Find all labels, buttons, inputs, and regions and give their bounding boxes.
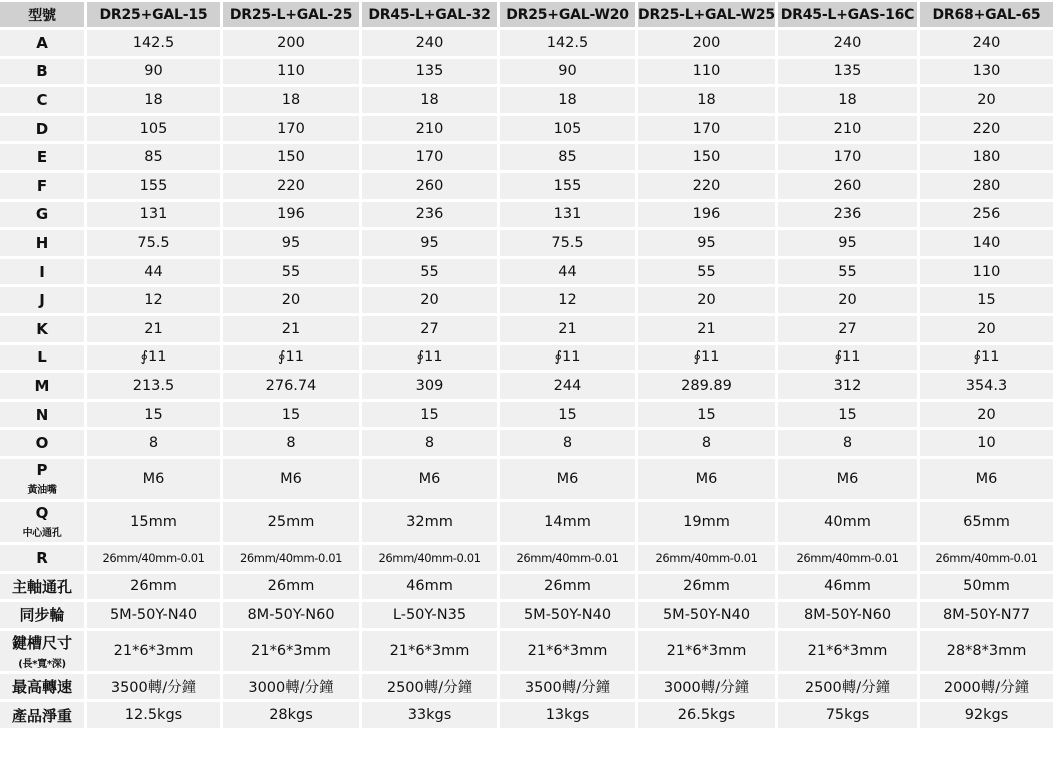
row-label-text: J xyxy=(39,291,45,310)
table-cell: L-50Y-N35 xyxy=(362,602,497,628)
table-cell: 55 xyxy=(778,259,917,285)
table-row xyxy=(0,545,1053,571)
table-cell: 312 xyxy=(778,373,917,399)
table-cell: 8 xyxy=(778,430,917,456)
table-row xyxy=(0,459,1053,499)
table-cell: 2500轉/分鐘 xyxy=(778,674,917,700)
table-cell: 44 xyxy=(500,259,635,285)
row-label xyxy=(0,316,84,342)
table-cell: 8M-50Y-N77 xyxy=(920,602,1053,628)
table-cell: 170 xyxy=(362,144,497,170)
table-cell: 142.5 xyxy=(500,30,635,56)
row-label xyxy=(0,59,84,85)
table-cell: 180 xyxy=(920,144,1053,170)
table-cell: 20 xyxy=(223,287,359,313)
table-cell: 21*6*3mm xyxy=(500,631,635,671)
table-row xyxy=(0,430,1053,456)
table-cell: 26mm/40mm-0.01 xyxy=(920,545,1053,571)
table-cell: 110 xyxy=(920,259,1053,285)
table-cell: 240 xyxy=(362,30,497,56)
model-header: DR25-L+GAL-W25 xyxy=(638,2,775,27)
table-cell: 18 xyxy=(638,87,775,113)
table-cell: 90 xyxy=(87,59,220,85)
table-cell: 354.3 xyxy=(920,373,1053,399)
table-cell: 8M-50Y-N60 xyxy=(778,602,917,628)
table-cell: 15 xyxy=(362,402,497,428)
table-cell: 244 xyxy=(500,373,635,399)
table-cell: 85 xyxy=(500,144,635,170)
table-cell: 14mm xyxy=(500,502,635,542)
table-cell: 105 xyxy=(500,116,635,142)
table-cell: 12.5kgs xyxy=(87,702,220,728)
table-row xyxy=(0,502,1053,542)
table-cell: 75.5 xyxy=(500,230,635,256)
table-cell: 170 xyxy=(778,144,917,170)
row-label-text: F xyxy=(36,176,48,195)
table-cell: M6 xyxy=(638,459,775,499)
table-row xyxy=(0,674,1053,700)
model-header: DR45-L+GAS-16C xyxy=(778,2,917,27)
table-row xyxy=(0,316,1053,342)
row-label xyxy=(0,202,84,228)
table-cell: 200 xyxy=(638,30,775,56)
spec-body xyxy=(0,30,1053,728)
table-cell: 220 xyxy=(223,173,359,199)
table-cell: 5M-50Y-N40 xyxy=(638,602,775,628)
table-cell: M6 xyxy=(223,459,359,499)
table-cell: 15 xyxy=(778,402,917,428)
table-cell: 25mm xyxy=(223,502,359,542)
table-cell: M6 xyxy=(778,459,917,499)
table-cell: 15 xyxy=(223,402,359,428)
table-cell: 8M-50Y-N60 xyxy=(223,602,359,628)
table-cell: 21*6*3mm xyxy=(362,631,497,671)
table-cell: M6 xyxy=(500,459,635,499)
table-row xyxy=(0,59,1053,85)
table-cell: 15 xyxy=(500,402,635,428)
table-cell: 196 xyxy=(638,202,775,228)
table-cell: 20 xyxy=(778,287,917,313)
table-cell: 95 xyxy=(223,230,359,256)
table-cell: 8 xyxy=(223,430,359,456)
table-cell: 8 xyxy=(87,430,220,456)
table-cell: 26mm/40mm-0.01 xyxy=(362,545,497,571)
table-cell: 8 xyxy=(500,430,635,456)
table-cell: 5M-50Y-N40 xyxy=(87,602,220,628)
row-label xyxy=(0,574,84,600)
model-header: DR25+GAL-W20 xyxy=(500,2,635,27)
table-cell: 46mm xyxy=(362,574,497,600)
row-label-text: D xyxy=(35,119,49,138)
table-row xyxy=(0,116,1053,142)
table-cell: 19mm xyxy=(638,502,775,542)
header-row xyxy=(0,2,1053,27)
table-cell: ∮11 xyxy=(920,345,1053,371)
table-row xyxy=(0,173,1053,199)
row-label-text: G xyxy=(35,205,49,224)
row-label-text: B xyxy=(36,62,48,81)
row-label-text: 同步輪 xyxy=(19,606,65,625)
corner-header: 型號 xyxy=(0,2,84,27)
row-label xyxy=(0,602,84,628)
table-cell: 210 xyxy=(362,116,497,142)
row-label xyxy=(0,459,84,499)
table-cell: 309 xyxy=(362,373,497,399)
row-label-text: O xyxy=(35,434,49,453)
table-row xyxy=(0,702,1053,728)
table-cell: 95 xyxy=(362,230,497,256)
row-label xyxy=(0,87,84,113)
table-cell: 21*6*3mm xyxy=(638,631,775,671)
table-cell: 33kgs xyxy=(362,702,497,728)
table-cell: 75.5 xyxy=(87,230,220,256)
table-cell: 26mm/40mm-0.01 xyxy=(87,545,220,571)
table-cell: 21*6*3mm xyxy=(223,631,359,671)
table-cell: 15mm xyxy=(87,502,220,542)
table-cell: M6 xyxy=(362,459,497,499)
model-header: DR25-L+GAL-25 xyxy=(223,2,359,27)
row-label xyxy=(0,345,84,371)
row-label xyxy=(0,173,84,199)
table-cell: 240 xyxy=(920,30,1053,56)
table-cell: 110 xyxy=(638,59,775,85)
table-cell: 150 xyxy=(638,144,775,170)
row-label-text: I xyxy=(39,262,45,281)
table-cell: 10 xyxy=(920,430,1053,456)
table-row xyxy=(0,287,1053,313)
row-label xyxy=(0,287,84,313)
table-cell: 20 xyxy=(920,402,1053,428)
table-cell: 3500轉/分鐘 xyxy=(500,674,635,700)
table-cell: 130 xyxy=(920,59,1053,85)
row-label xyxy=(0,259,84,285)
table-cell: 135 xyxy=(362,59,497,85)
table-cell: 131 xyxy=(87,202,220,228)
row-label-text: C xyxy=(36,90,48,109)
table-row xyxy=(0,87,1053,113)
table-cell: 20 xyxy=(920,316,1053,342)
row-label-text: L xyxy=(37,348,47,367)
table-cell: 85 xyxy=(87,144,220,170)
row-label-text: 產品淨重 xyxy=(11,706,72,725)
table-cell: 210 xyxy=(778,116,917,142)
table-cell: 15 xyxy=(87,402,220,428)
table-cell: 236 xyxy=(362,202,497,228)
model-header: DR45-L+GAL-32 xyxy=(362,2,497,27)
table-cell: 55 xyxy=(362,259,497,285)
table-cell: 26.5kgs xyxy=(638,702,775,728)
table-cell: 95 xyxy=(778,230,917,256)
table-row xyxy=(0,602,1053,628)
table-cell: 2000轉/分鐘 xyxy=(920,674,1053,700)
table-cell: 26mm xyxy=(87,574,220,600)
table-cell: 260 xyxy=(778,173,917,199)
table-row xyxy=(0,631,1053,671)
row-label xyxy=(0,674,84,700)
table-cell: ∮11 xyxy=(778,345,917,371)
table-row xyxy=(0,144,1053,170)
table-cell: 18 xyxy=(362,87,497,113)
table-cell: 18 xyxy=(500,87,635,113)
table-row xyxy=(0,345,1053,371)
table-cell: M6 xyxy=(87,459,220,499)
table-cell: M6 xyxy=(920,459,1053,499)
table-cell: 26mm xyxy=(223,574,359,600)
table-cell: 2500轉/分鐘 xyxy=(362,674,497,700)
row-label xyxy=(0,430,84,456)
table-cell: 21*6*3mm xyxy=(778,631,917,671)
row-label xyxy=(0,144,84,170)
row-label-text: M xyxy=(34,376,50,395)
row-label-text: N xyxy=(35,405,49,424)
table-cell: 13kgs xyxy=(500,702,635,728)
table-cell: ∮11 xyxy=(362,345,497,371)
table-cell: 140 xyxy=(920,230,1053,256)
table-cell: 155 xyxy=(87,173,220,199)
table-cell: 40mm xyxy=(778,502,917,542)
table-row xyxy=(0,30,1053,56)
table-cell: 276.74 xyxy=(223,373,359,399)
table-cell: 240 xyxy=(778,30,917,56)
table-cell: 256 xyxy=(920,202,1053,228)
table-cell: 50mm xyxy=(920,574,1053,600)
row-label-text: 最高轉速 xyxy=(11,677,72,696)
table-cell: 131 xyxy=(500,202,635,228)
table-cell: 3000轉/分鐘 xyxy=(638,674,775,700)
table-cell: 92kgs xyxy=(920,702,1053,728)
table-cell: 55 xyxy=(638,259,775,285)
table-cell: 26mm/40mm-0.01 xyxy=(778,545,917,571)
row-label-text: P xyxy=(36,461,48,480)
table-cell: 32mm xyxy=(362,502,497,542)
table-cell: 26mm/40mm-0.01 xyxy=(638,545,775,571)
table-cell: 21 xyxy=(223,316,359,342)
table-cell: 65mm xyxy=(920,502,1053,542)
table-cell: 18 xyxy=(87,87,220,113)
row-label xyxy=(0,116,84,142)
table-cell: ∮11 xyxy=(223,345,359,371)
row-label xyxy=(0,373,84,399)
table-cell: 5M-50Y-N40 xyxy=(500,602,635,628)
table-cell: 21*6*3mm xyxy=(87,631,220,671)
table-cell: 200 xyxy=(223,30,359,56)
table-cell: 170 xyxy=(638,116,775,142)
table-cell: 15 xyxy=(920,287,1053,313)
table-cell: 8 xyxy=(362,430,497,456)
table-cell: 75kgs xyxy=(778,702,917,728)
table-cell: 26mm/40mm-0.01 xyxy=(223,545,359,571)
table-cell: 135 xyxy=(778,59,917,85)
row-label xyxy=(0,702,84,728)
table-cell: 28kgs xyxy=(223,702,359,728)
table-cell: 155 xyxy=(500,173,635,199)
table-cell: ∮11 xyxy=(500,345,635,371)
table-cell: 20 xyxy=(920,87,1053,113)
table-cell: 220 xyxy=(638,173,775,199)
table-cell: 28*8*3mm xyxy=(920,631,1053,671)
model-header: DR68+GAL-65 xyxy=(920,2,1053,27)
table-cell: 18 xyxy=(778,87,917,113)
row-label-subtext: (長*寬*深) xyxy=(18,658,66,670)
table-cell: 27 xyxy=(778,316,917,342)
table-cell: 105 xyxy=(87,116,220,142)
table-cell: 21 xyxy=(638,316,775,342)
row-label-text: R xyxy=(36,548,48,567)
row-label-subtext: 黃油嘴 xyxy=(27,485,57,497)
table-cell: 15 xyxy=(638,402,775,428)
row-label-subtext: 中心通孔 xyxy=(22,528,62,540)
table-row xyxy=(0,574,1053,600)
table-cell: ∮11 xyxy=(638,345,775,371)
table-cell: 12 xyxy=(87,287,220,313)
table-cell: 26mm xyxy=(500,574,635,600)
table-cell: 20 xyxy=(638,287,775,313)
table-cell: 280 xyxy=(920,173,1053,199)
row-label xyxy=(0,502,84,542)
table-cell: 196 xyxy=(223,202,359,228)
table-cell: 18 xyxy=(223,87,359,113)
table-cell: 260 xyxy=(362,173,497,199)
row-label-text: 主軸通孔 xyxy=(11,577,72,596)
table-cell: 20 xyxy=(362,287,497,313)
table-cell: 26mm xyxy=(638,574,775,600)
row-label xyxy=(0,402,84,428)
row-label xyxy=(0,30,84,56)
row-label-text: 鍵槽尺寸 xyxy=(11,633,72,652)
table-cell: 150 xyxy=(223,144,359,170)
table-cell: ∮11 xyxy=(87,345,220,371)
table-cell: 26mm/40mm-0.01 xyxy=(500,545,635,571)
table-row xyxy=(0,373,1053,399)
row-label-text: A xyxy=(36,33,48,52)
table-row xyxy=(0,259,1053,285)
table-cell: 12 xyxy=(500,287,635,313)
table-cell: 95 xyxy=(638,230,775,256)
table-cell: 21 xyxy=(500,316,635,342)
table-cell: 8 xyxy=(638,430,775,456)
table-cell: 46mm xyxy=(778,574,917,600)
table-cell: 55 xyxy=(223,259,359,285)
table-cell: 27 xyxy=(362,316,497,342)
table-cell: 90 xyxy=(500,59,635,85)
table-cell: 3000轉/分鐘 xyxy=(223,674,359,700)
table-cell: 110 xyxy=(223,59,359,85)
table-cell: 142.5 xyxy=(87,30,220,56)
table-cell: 213.5 xyxy=(87,373,220,399)
row-label xyxy=(0,631,84,671)
table-cell: 170 xyxy=(223,116,359,142)
table-row xyxy=(0,230,1053,256)
table-cell: 44 xyxy=(87,259,220,285)
row-label-text: K xyxy=(36,319,48,338)
table-cell: 220 xyxy=(920,116,1053,142)
table-cell: 236 xyxy=(778,202,917,228)
table-cell: 3500轉/分鐘 xyxy=(87,674,220,700)
table-cell: 289.89 xyxy=(638,373,775,399)
table-cell: 21 xyxy=(87,316,220,342)
row-label-text: H xyxy=(35,233,49,252)
model-header: DR25+GAL-15 xyxy=(87,2,220,27)
row-label xyxy=(0,230,84,256)
row-label-text: Q xyxy=(35,504,49,523)
table-row xyxy=(0,202,1053,228)
table-row xyxy=(0,402,1053,428)
row-label xyxy=(0,545,84,571)
row-label-text: E xyxy=(36,148,48,167)
